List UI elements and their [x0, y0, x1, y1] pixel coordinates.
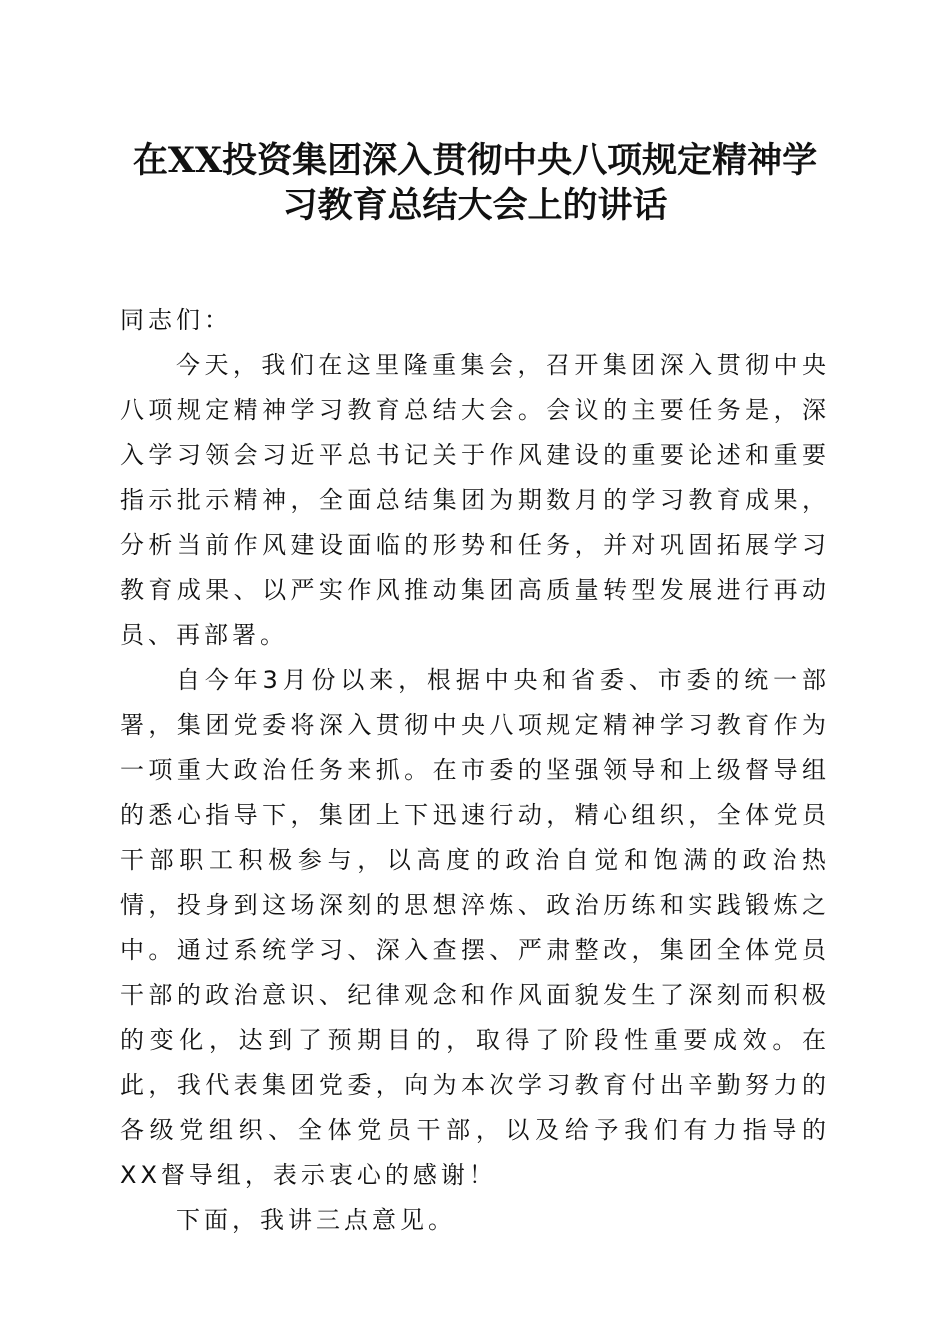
title-line-1: 在XX投资集团深入贯彻中央八项规定精神学 [132, 140, 818, 181]
document-title [120, 138, 830, 228]
paragraph-opening: 今天，我们在这里隆重集会，召开集团深入贯彻中央八项规定精神学习教育总结大会。会议的主要任务是，深入学习领会习近平总书记关于作风建设的重要论述和重要指示批示精神，全面总结集团为期数月的学习教育成果，分析当前作风建设面临的形势和任务，并对巩固拓展学习教育成果、以严实作风推动集团高质量转型发展进行再动员、再部署。 [120, 351, 830, 649]
title-line-2: 习教育总结大会上的讲话 [282, 185, 668, 226]
document-body [120, 298, 830, 1243]
greeting: 同志们： [120, 306, 232, 334]
paragraph-transition: 下面，我讲三点意见。 [176, 1206, 456, 1234]
paragraph-review: 自今年3月份以来，根据中央和省委、市委的统一部署，集团党委将深入贯彻中央八项规定精神学习教育作为一项重大政治任务来抓。在市委的坚强领导和上级督导组的悉心指导下，集团上下迅速行动，精心组织，全体党员干部职工积极参与，以高度的政治自觉和饱满的政治热情，投身到这场深刻的思想淬炼、政治历练和实践锻炼之中。通过系统学习、深入查摆、严肃整改，集团全体党员干部的政治意识、纪律观念和作风面貌发生了深刻而积极的变化，达到了预期目的，取得了阶段性重要成效。在此，我代表集团党委，向为本次学习教育付出辛勤努力的各级党组织、全体党员干部，以及给予我们有力指导的XX督导组，表示衷心的感谢！ [120, 666, 830, 1189]
